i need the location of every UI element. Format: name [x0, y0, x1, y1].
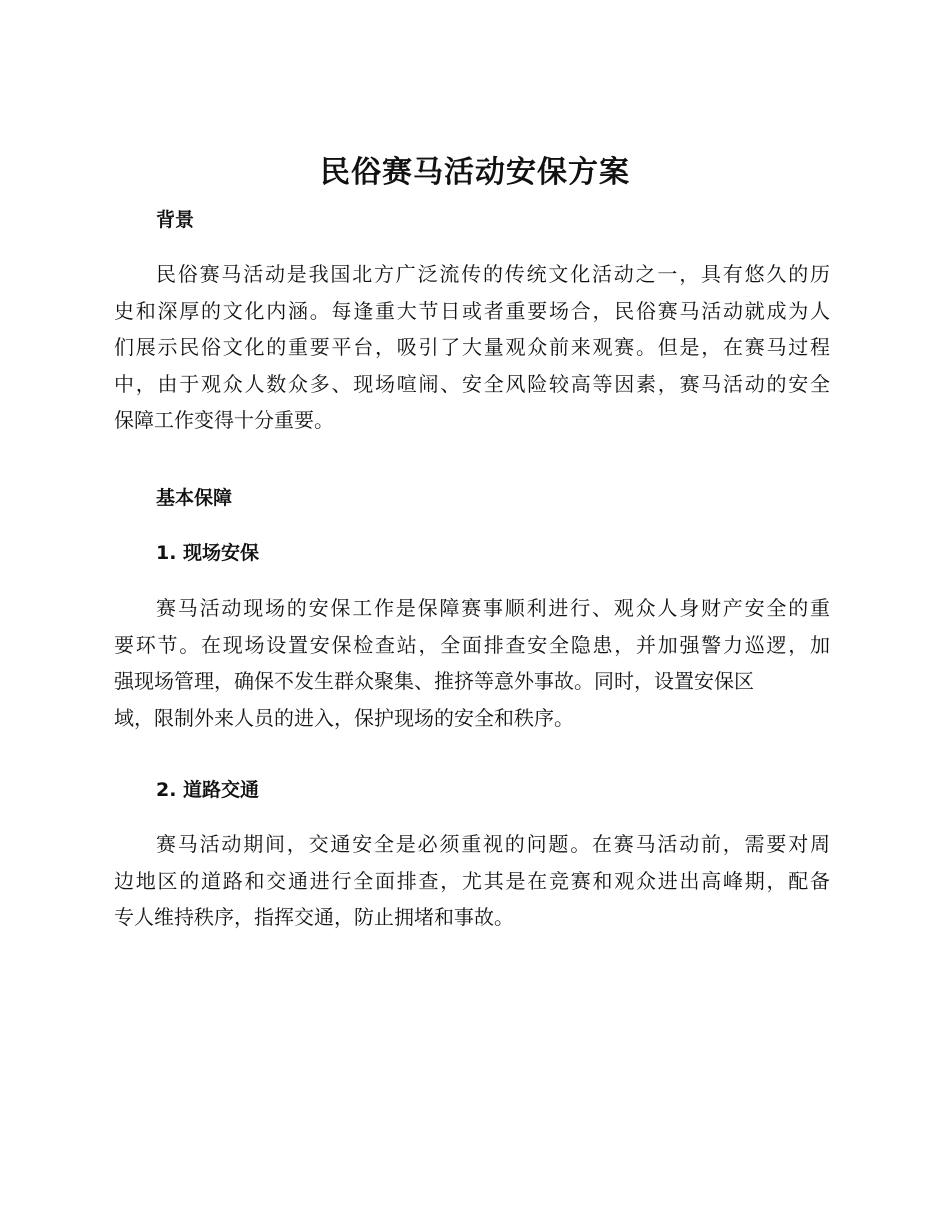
- document-title: 民俗赛马活动安保方案: [320, 155, 630, 190]
- paragraph-line: 专人维持秩序，指挥交通，防止拥堵和事故。: [114, 905, 514, 930]
- paragraph-onsite: [114, 590, 830, 736]
- paragraph-line: 中，由于观众人数众多、现场喧闹、安全风险较高等因素，赛马活动的安全: [114, 371, 830, 396]
- section-heading-onsite: 1. 现场安保: [156, 542, 260, 564]
- section-heading-background: 背景: [156, 209, 195, 231]
- paragraph-line: 民俗赛马活动是我国北方广泛流传的传统文化活动之一，具有悠久的历: [156, 262, 830, 286]
- paragraph-line: 要环节。在现场设置安保检查站，全面排查安全隐患，并加强警力巡逻，加: [114, 632, 830, 657]
- section-heading-basic: 基本保障: [156, 487, 233, 509]
- paragraph-line: 史和深厚的文化内涵。每逢重大节日或者重要场合，民俗赛马活动就成为人: [114, 298, 830, 323]
- paragraph-line: 域，限制外来人员的进入，保护现场的安全和秩序。: [114, 705, 574, 730]
- paragraph-line: 强现场管理，确保不发生群众聚集、推挤等意外事故。同时，设置安保区: [114, 669, 754, 694]
- paragraph-line: 们展示民俗文化的重要平台，吸引了大量观众前来观赛。但是，在赛马过程: [114, 335, 830, 360]
- paragraph-line: 赛马活动现场的安保工作是保障赛事顺利进行、观众人身财产安全的重: [156, 596, 830, 620]
- paragraph-background: [114, 256, 830, 439]
- paragraph-line: 保障工作变得十分重要。: [114, 408, 334, 433]
- paragraph-line: 边地区的道路和交通进行全面排查，尤其是在竞赛和观众进出高峰期，配备: [114, 868, 830, 893]
- paragraph-traffic: [114, 826, 830, 936]
- paragraph-line: 赛马活动期间，交通安全是必须重视的问题。在赛马活动前，需要对周: [156, 832, 830, 856]
- section-heading-traffic: 2. 道路交通: [156, 779, 260, 801]
